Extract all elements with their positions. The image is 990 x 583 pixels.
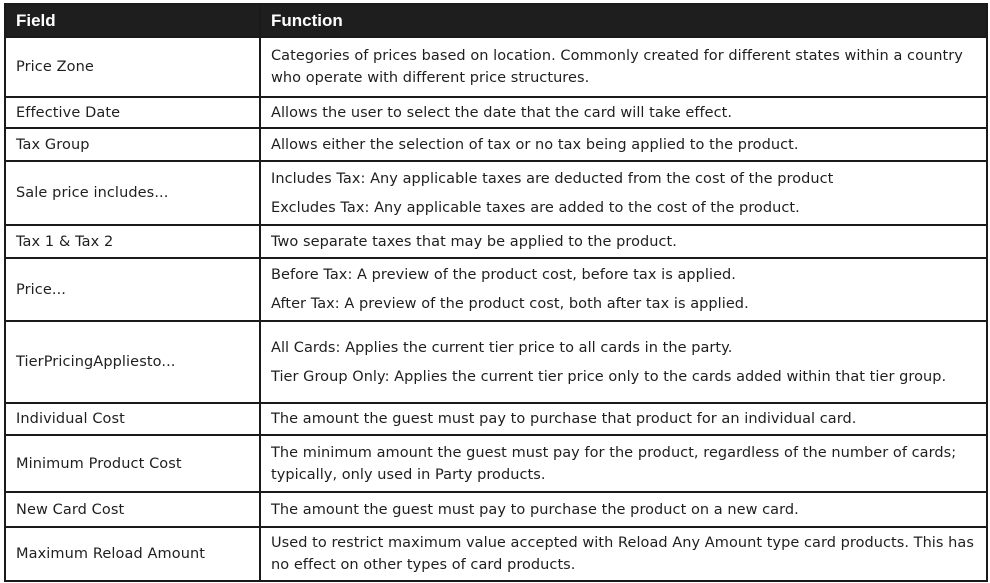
function-description-cell — [260, 161, 987, 225]
function-description-cell — [260, 258, 987, 321]
function-paragraph: Allows either the selection of tax or no tax being applied to the product. — [271, 136, 799, 153]
table-row — [5, 37, 987, 97]
function-paragraph: All Cards: Applies the current tier price to all cards in the party. — [271, 339, 733, 356]
function-description-cell — [260, 435, 987, 492]
function-paragraph: Excludes Tax: Any applicable taxes are added to the cost of the product. — [271, 199, 800, 216]
field-name-cell: New Card Cost — [5, 492, 260, 527]
function-description-cell — [260, 492, 987, 527]
field-name-cell: Price... — [5, 258, 260, 321]
function-paragraph: Before Tax: A preview of the product cost, before tax is applied. — [271, 267, 736, 283]
function-description-cell — [260, 527, 987, 581]
header-field: Field — [5, 4, 260, 37]
table-row — [5, 161, 987, 225]
table-row — [5, 527, 987, 581]
field-name-cell: Minimum Product Cost — [5, 435, 260, 492]
function-paragraph: The minimum amount the guest must pay for the product, regardless of the number of cards; typically, only used in Party products. — [271, 444, 957, 483]
function-paragraph: The amount the guest must pay to purchase the product on a new card. — [271, 501, 799, 518]
function-paragraph: Tier Group Only: Applies the current tier price only to the cards added within that tier group. — [271, 368, 947, 385]
field-name-cell: Tax Group — [5, 128, 260, 161]
field-name-cell: Maximum Reload Amount — [5, 527, 260, 581]
fields-table — [4, 3, 988, 582]
function-description-cell — [260, 225, 987, 258]
function-paragraph: Includes Tax: Any applicable taxes are deducted from the cost of the product — [271, 170, 834, 187]
field-name-cell: Tax 1 & Tax 2 — [5, 225, 260, 258]
function-paragraph: After Tax: A preview of the product cost, both after tax is applied. — [271, 296, 749, 312]
function-description-cell — [260, 97, 987, 128]
function-paragraph: Used to restrict maximum value accepted with Reload Any Amount type card products. This has no effect on other types of card products. — [271, 535, 974, 573]
function-paragraph: Allows the user to select the date that the card will take effect. — [271, 104, 733, 121]
function-paragraph: The amount the guest must pay to purchase that product for an individual card. — [271, 411, 857, 427]
header-function: Function — [260, 4, 987, 37]
table-row — [5, 435, 987, 492]
function-description-cell — [260, 321, 987, 403]
field-name-cell: TierPricingAppliesto... — [5, 321, 260, 403]
table-row — [5, 97, 987, 128]
table-row — [5, 128, 987, 161]
table-row — [5, 403, 987, 435]
function-description-cell — [260, 128, 987, 161]
field-name-cell: Effective Date — [5, 97, 260, 128]
table-body — [5, 37, 987, 581]
field-name-cell: Price Zone — [5, 37, 260, 97]
field-name-cell: Sale price includes... — [5, 161, 260, 225]
table-row — [5, 321, 987, 403]
function-paragraph: Categories of prices based on location. Commonly created for different states within a country who operate with different price structures. — [271, 48, 963, 86]
header-row — [5, 4, 987, 37]
field-name-cell: Individual Cost — [5, 403, 260, 435]
function-paragraph: Two separate taxes that may be applied to the product. — [271, 233, 677, 250]
table-row — [5, 225, 987, 258]
table-row — [5, 492, 987, 527]
function-description-cell — [260, 37, 987, 97]
function-description-cell — [260, 403, 987, 435]
table-row — [5, 258, 987, 321]
